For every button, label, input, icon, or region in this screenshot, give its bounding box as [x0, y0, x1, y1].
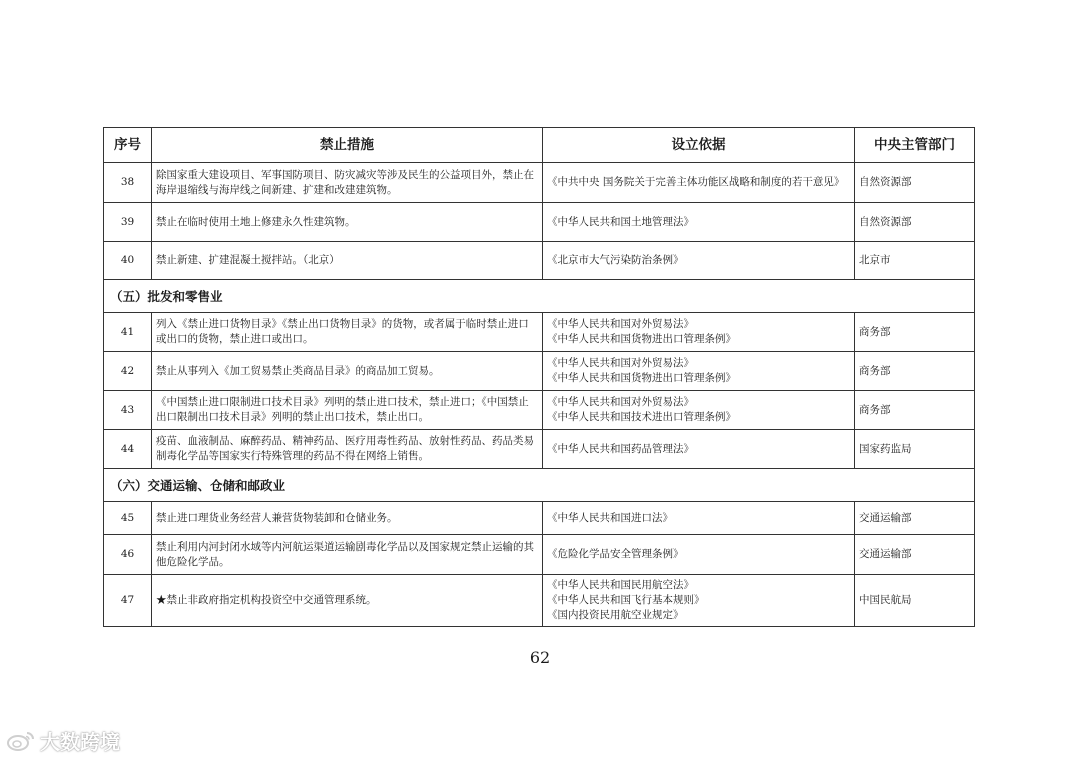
- section-row: [104, 280, 975, 313]
- row-dept: 北京市: [855, 242, 975, 280]
- row-basis: 《中共中央 国务院关于完善主体功能区战略和制度的若干意见》: [543, 163, 855, 203]
- row-num: 45: [104, 502, 152, 535]
- row-measure: ★禁止非政府指定机构投资空中交通管理系统。: [152, 575, 543, 627]
- weibo-logo-icon: [6, 730, 36, 752]
- row-num: 40: [104, 242, 152, 280]
- row-basis: 《中华人民共和国对外贸易法》 《中华人民共和国技术进出口管理条例》: [543, 391, 855, 430]
- row-dept: 中国民航局: [855, 575, 975, 627]
- page-number: 62: [529, 648, 551, 667]
- row-basis: 《中华人民共和国对外贸易法》 《中华人民共和国货物进出口管理条例》: [543, 313, 855, 352]
- watermark: [6, 726, 120, 755]
- row-num: 46: [104, 535, 152, 575]
- row-measure: 除国家重大建设项目、军事国防项目、防灾减灾等涉及民生的公益项目外，禁止在海岸退缩线与海岸线之间新建、扩建和改建建筑物。: [152, 163, 543, 203]
- row-dept: 自然资源部: [855, 163, 975, 203]
- row-num: 47: [104, 575, 152, 627]
- row-num: 43: [104, 391, 152, 430]
- row-measure: 禁止利用内河封闭水域等内河航运渠道运输剧毒化学品以及国家规定禁止运输的其他危险化学品。: [152, 535, 543, 575]
- row-dept: 自然资源部: [855, 203, 975, 242]
- row-basis: 《中华人民共和国药品管理法》: [543, 430, 855, 469]
- table-row: [104, 502, 975, 535]
- header-dept: 中央主管部门: [855, 128, 975, 163]
- watermark-text: 大数跨境: [40, 730, 120, 754]
- row-measure: 禁止从事列入《加工贸易禁止类商品目录》的商品加工贸易。: [152, 352, 543, 391]
- row-basis: 《北京市大气污染防治条例》: [543, 242, 855, 280]
- row-dept: 国家药监局: [855, 430, 975, 469]
- row-basis: 《中华人民共和国对外贸易法》 《中华人民共和国货物进出口管理条例》: [543, 352, 855, 391]
- row-dept: 商务部: [855, 352, 975, 391]
- row-num: 38: [104, 163, 152, 203]
- row-num: 44: [104, 430, 152, 469]
- section-title: （五）批发和零售业: [104, 280, 975, 313]
- row-dept: 商务部: [855, 391, 975, 430]
- row-measure: 禁止在临时使用土地上修建永久性建筑物。: [152, 203, 543, 242]
- row-measure: 疫苗、血液制品、麻醉药品、精神药品、医疗用毒性药品、放射性药品、药品类易制毒化学品等国家实行特殊管理的药品不得在网络上销售。: [152, 430, 543, 469]
- section-title: （六）交通运输、仓储和邮政业: [104, 469, 975, 502]
- table-row: [104, 242, 975, 280]
- row-measure: 列入《禁止进口货物目录》《禁止出口货物目录》的货物，或者属于临时禁止进口或出口的货物，禁止进口或出口。: [152, 313, 543, 352]
- row-num: 39: [104, 203, 152, 242]
- section-row: [104, 469, 975, 502]
- row-dept: 交通运输部: [855, 535, 975, 575]
- row-num: 42: [104, 352, 152, 391]
- row-basis: 《中华人民共和国进口法》: [543, 502, 855, 535]
- row-dept: 商务部: [855, 313, 975, 352]
- table-row: [104, 352, 975, 391]
- row-num: 41: [104, 313, 152, 352]
- table-row: [104, 313, 975, 352]
- row-measure: 禁止新建、扩建混凝土搅拌站。（北京）: [152, 242, 543, 280]
- row-basis: 《危险化学品安全管理条例》: [543, 535, 855, 575]
- header-measure: 禁止措施: [152, 128, 543, 163]
- row-basis: 《中华人民共和国土地管理法》: [543, 203, 855, 242]
- table-header-row: [104, 128, 975, 163]
- table-row: [104, 535, 975, 575]
- header-basis: 设立依据: [543, 128, 855, 163]
- header-num: 序号: [104, 128, 152, 163]
- table-row: [104, 430, 975, 469]
- row-dept: 交通运输部: [855, 502, 975, 535]
- row-measure: 《中国禁止进口限制进口技术目录》列明的禁止进口技术，禁止进口；《中国禁止出口限制出口技术目录》列明的禁止出口技术，禁止出口。: [152, 391, 543, 430]
- table-row: [104, 163, 975, 203]
- table-row: [104, 575, 975, 627]
- prohibition-table: [103, 127, 975, 627]
- table-row: [104, 203, 975, 242]
- table-row: [104, 391, 975, 430]
- row-measure: 禁止进口理货业务经营人兼营货物装卸和仓储业务。: [152, 502, 543, 535]
- row-basis: 《中华人民共和国民用航空法》 《中华人民共和国飞行基本规则》 《国内投资民用航空业规定》: [543, 575, 855, 627]
